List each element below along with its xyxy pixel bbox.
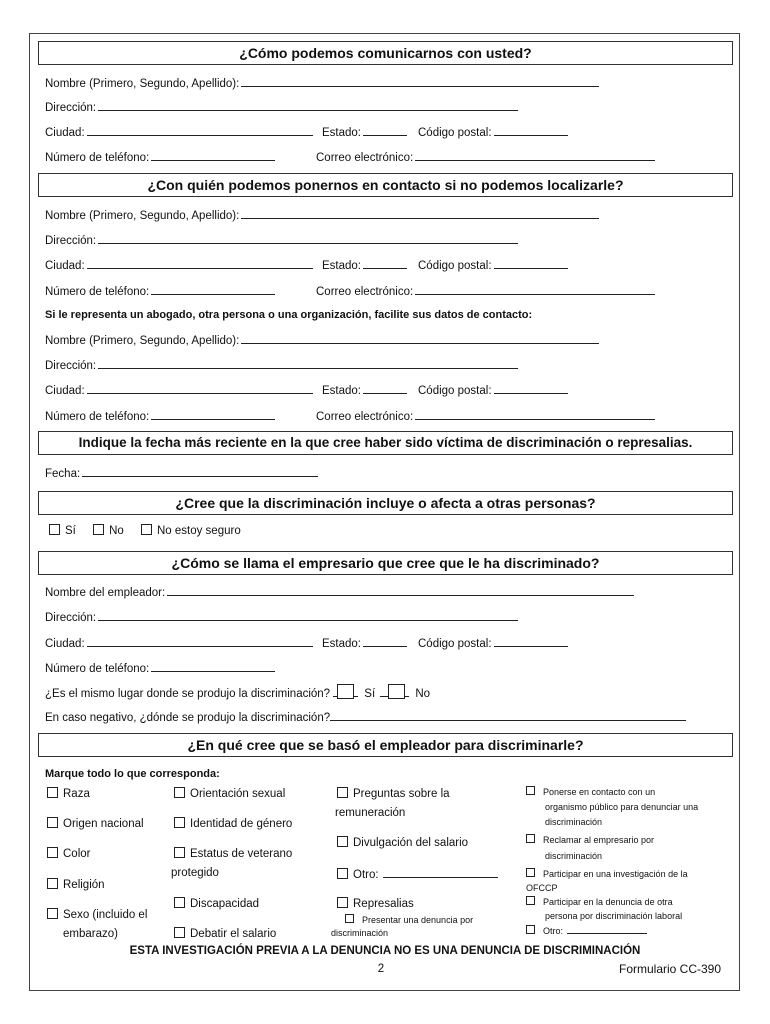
representative-name-field[interactable] <box>241 332 599 344</box>
same-place-no-label: No <box>415 688 431 700</box>
representative-phone-label: Número de teléfono: <box>45 411 150 423</box>
sexual-orientation-label: Orientación sexual <box>190 788 286 800</box>
basis-instruction: Marque todo lo que corresponda: <box>45 768 220 780</box>
employer-address-row <box>45 609 518 626</box>
same-place-row <box>45 684 430 702</box>
employer-zip-label: Código postal: <box>418 638 492 650</box>
complain-employer-checkbox[interactable] <box>526 834 535 843</box>
employer-address-label: Dirección: <box>45 612 97 624</box>
alternate-city-label: Ciudad: <box>45 260 85 272</box>
ofccp-investigation-label: Participar en una investigación de la <box>543 869 688 879</box>
alternate-address-field[interactable] <box>98 232 518 244</box>
veteran-label: Estatus de veterano <box>190 848 293 860</box>
employer-city-field[interactable] <box>87 635 313 647</box>
other-reason-checkbox[interactable] <box>526 925 535 934</box>
participate-complaint-checkbox[interactable] <box>526 896 535 905</box>
employer-city-row <box>45 635 313 652</box>
gender-identity-label: Identidad de género <box>190 818 293 830</box>
contact-agency-checkbox[interactable] <box>526 786 535 795</box>
representative-email-row <box>316 408 655 425</box>
contact-email-label: Correo electrónico: <box>316 152 414 164</box>
contact-state-label: Estado: <box>322 127 361 139</box>
representative-intro: Si le representa un abogado, otra persona o una organización, facilite sus datos de contacto: <box>45 309 533 321</box>
footer-notice: ESTA INVESTIGACIÓN PREVIA A LA DENUNCIA NO ES UNA DENUNCIA DE DISCRIMINACIÓN <box>129 945 641 957</box>
ofccp-investigation-checkbox[interactable] <box>526 868 535 877</box>
others-yes-checkbox[interactable] <box>49 524 60 535</box>
alternate-email-row <box>316 283 655 300</box>
where-label: En caso negativo, ¿dónde se produjo la discriminación? <box>45 712 331 724</box>
where-row <box>45 709 686 726</box>
representative-state-row <box>322 382 407 399</box>
alternate-name-field[interactable] <box>241 207 599 219</box>
alternate-name-row <box>45 207 599 224</box>
other-reason-label: Otro: <box>543 926 564 936</box>
file-complaint-label: Presentar una denuncia por <box>362 915 474 925</box>
alternate-city-field[interactable] <box>87 257 313 269</box>
employer-state-label: Estado: <box>322 638 361 650</box>
representative-email-label: Correo electrónico: <box>316 411 414 423</box>
same-place-no-checkbox[interactable] <box>388 684 405 699</box>
employer-zip-row <box>418 635 568 652</box>
alternate-phone-label: Número de teléfono: <box>45 286 150 298</box>
same-place-yes-line-end <box>354 685 358 697</box>
alternate-address-label: Dirección: <box>45 235 97 247</box>
employer-address-field[interactable] <box>98 609 518 621</box>
sex-label: Sexo (incluido el <box>63 909 148 921</box>
employer-city-label: Ciudad: <box>45 638 85 650</box>
representative-state-field[interactable] <box>363 382 407 394</box>
contact-agency-label-cont: organismo público para denunciar una <box>545 802 699 812</box>
contact-name-field[interactable] <box>241 75 599 87</box>
where-field[interactable] <box>330 709 686 721</box>
representative-address-field[interactable] <box>98 357 518 369</box>
employer-state-row <box>322 635 407 652</box>
representative-zip-label: Código postal: <box>418 385 492 397</box>
sexual-orientation-checkbox[interactable] <box>174 787 185 798</box>
veteran-checkbox[interactable] <box>174 847 185 858</box>
same-place-question: ¿Es el mismo lugar donde se produjo la discriminación? <box>45 688 331 700</box>
religion-label: Religión <box>63 879 105 891</box>
contact-address-field[interactable] <box>98 99 518 111</box>
basis-header: ¿En qué cree que se basó el empleador para discriminarle? <box>38 733 733 757</box>
salary-disclosure-checkbox[interactable] <box>337 836 348 847</box>
retaliation-label: Represalias <box>353 898 414 910</box>
participate-complaint-label-cont: persona por discriminación laboral <box>545 911 683 921</box>
alternate-zip-label: Código postal: <box>418 260 492 272</box>
file-complaint-label-cont: discriminación <box>331 928 389 938</box>
national-origin-checkbox[interactable] <box>47 817 58 828</box>
contact-city-label: Ciudad: <box>45 127 85 139</box>
representative-city-field[interactable] <box>87 382 313 394</box>
participate-complaint-label: Participar en la denuncia de otra <box>543 897 673 907</box>
alternate-state-label: Estado: <box>322 260 361 272</box>
contact-header: ¿Cómo podemos comunicarnos con usted? <box>38 41 733 65</box>
race-label: Raza <box>63 788 90 800</box>
representative-address-label: Dirección: <box>45 360 97 372</box>
representative-name-row <box>45 332 599 349</box>
pay-questions-checkbox[interactable] <box>337 787 348 798</box>
others-header: ¿Cree que la discriminación incluye o afecta a otras personas? <box>38 491 733 515</box>
alternate-header: ¿Con quién podemos ponernos en contacto si no podemos localizarle? <box>38 173 733 197</box>
other-basis-checkbox[interactable] <box>337 868 348 879</box>
representative-state-label: Estado: <box>322 385 361 397</box>
pay-questions-label-cont: remuneración <box>335 807 406 819</box>
alternate-zip-row <box>418 257 568 274</box>
other-basis-label: Otro: <box>353 869 379 881</box>
contact-zip-label: Código postal: <box>418 127 492 139</box>
alternate-email-label: Correo electrónico: <box>316 286 414 298</box>
disability-checkbox[interactable] <box>174 897 185 908</box>
alternate-zip-field[interactable] <box>494 257 568 269</box>
veteran-label-cont: protegido <box>171 867 219 879</box>
salary-disclosure-label: Divulgación del salario <box>353 837 469 849</box>
color-checkbox[interactable] <box>47 847 58 858</box>
contact-state-row <box>322 124 407 141</box>
representative-name-label: Nombre (Primero, Segundo, Apellido): <box>45 335 240 347</box>
same-place-no-line <box>380 685 388 697</box>
alternate-state-row <box>322 257 407 274</box>
contact-phone-row <box>45 149 275 166</box>
same-place-yes-checkbox[interactable] <box>337 684 354 699</box>
alternate-address-row <box>45 232 518 249</box>
representative-city-label: Ciudad: <box>45 385 85 397</box>
other-basis-field[interactable] <box>383 866 498 878</box>
alternate-phone-row <box>45 283 275 300</box>
date-row <box>45 465 318 482</box>
gender-identity-checkbox[interactable] <box>174 817 185 828</box>
employer-phone-row <box>45 660 275 677</box>
others-options <box>45 523 241 539</box>
same-place-no-line-end <box>405 685 409 697</box>
employer-phone-label: Número de teléfono: <box>45 663 150 675</box>
salary-discussion-label: Debatir el salario <box>190 928 277 940</box>
contact-phone-field[interactable] <box>151 149 275 161</box>
representative-phone-field[interactable] <box>151 408 275 420</box>
others-yes-label: Sí <box>65 525 76 537</box>
employer-header: ¿Cómo se llama el empresario que cree que le ha discriminado? <box>38 551 733 575</box>
others-no-checkbox[interactable] <box>93 524 104 535</box>
employer-state-field[interactable] <box>363 635 407 647</box>
date-header: Indique la fecha más reciente en la que cree haber sido víctima de discriminación o represalias. <box>38 431 733 455</box>
alternate-phone-field[interactable] <box>151 283 275 295</box>
complain-employer-label-cont: discriminación <box>545 851 603 861</box>
color-label: Color <box>63 848 91 860</box>
contact-agency-label-cont2: discriminación <box>545 817 603 827</box>
contact-email-field[interactable] <box>415 149 655 161</box>
form-id: Formulario CC-390 <box>619 962 722 976</box>
representative-zip-field[interactable] <box>494 382 568 394</box>
salary-discussion-checkbox[interactable] <box>174 927 185 938</box>
alternate-city-row <box>45 257 313 274</box>
contact-state-field[interactable] <box>363 124 407 136</box>
employer-phone-field[interactable] <box>151 660 275 672</box>
contact-phone-label: Número de teléfono: <box>45 152 150 164</box>
representative-email-field[interactable] <box>415 408 655 420</box>
contact-name-row <box>45 75 599 92</box>
contact-agency-label: Ponerse en contacto con un <box>543 787 656 797</box>
same-place-yes-label: Sí <box>364 688 376 700</box>
representative-address-row <box>45 357 518 374</box>
date-label: Fecha: <box>45 468 81 480</box>
contact-name-label: Nombre (Primero, Segundo, Apellido): <box>45 78 240 90</box>
contact-city-row <box>45 124 313 141</box>
others-no-label: No <box>109 525 124 537</box>
alternate-state-field[interactable] <box>363 257 407 269</box>
alternate-email-field[interactable] <box>415 283 655 295</box>
religion-checkbox[interactable] <box>47 878 58 889</box>
contact-city-field[interactable] <box>87 124 313 136</box>
employer-name-field[interactable] <box>167 584 634 596</box>
pay-questions-label: Preguntas sobre la <box>353 788 450 800</box>
employer-name-row <box>45 584 634 601</box>
date-field[interactable] <box>82 465 318 477</box>
sex-label-cont: embarazo) <box>63 928 118 940</box>
sex-checkbox[interactable] <box>47 908 58 919</box>
disability-label: Discapacidad <box>190 898 260 910</box>
contact-zip-row <box>418 124 568 141</box>
contact-address-row <box>45 99 518 116</box>
alternate-name-label: Nombre (Primero, Segundo, Apellido): <box>45 210 240 222</box>
representative-zip-row <box>418 382 568 399</box>
other-reason-field[interactable] <box>567 924 647 934</box>
others-unsure-label: No estoy seguro <box>156 525 241 537</box>
national-origin-label: Origen nacional <box>63 818 144 830</box>
race-checkbox[interactable] <box>47 787 58 798</box>
retaliation-checkbox[interactable] <box>337 897 348 908</box>
page-number: 2 <box>377 963 385 975</box>
ofccp-investigation-label-cont: OFCCP <box>526 883 558 893</box>
representative-city-row <box>45 382 313 399</box>
employer-name-label: Nombre del empleador: <box>45 587 166 599</box>
contact-zip-field[interactable] <box>494 124 568 136</box>
representative-phone-row <box>45 408 275 425</box>
contact-address-label: Dirección: <box>45 102 97 114</box>
file-complaint-checkbox[interactable] <box>345 914 354 923</box>
others-unsure-checkbox[interactable] <box>141 524 152 535</box>
contact-email-row <box>316 149 655 166</box>
employer-zip-field[interactable] <box>494 635 568 647</box>
complain-employer-label: Reclamar al empresario por <box>543 835 655 845</box>
